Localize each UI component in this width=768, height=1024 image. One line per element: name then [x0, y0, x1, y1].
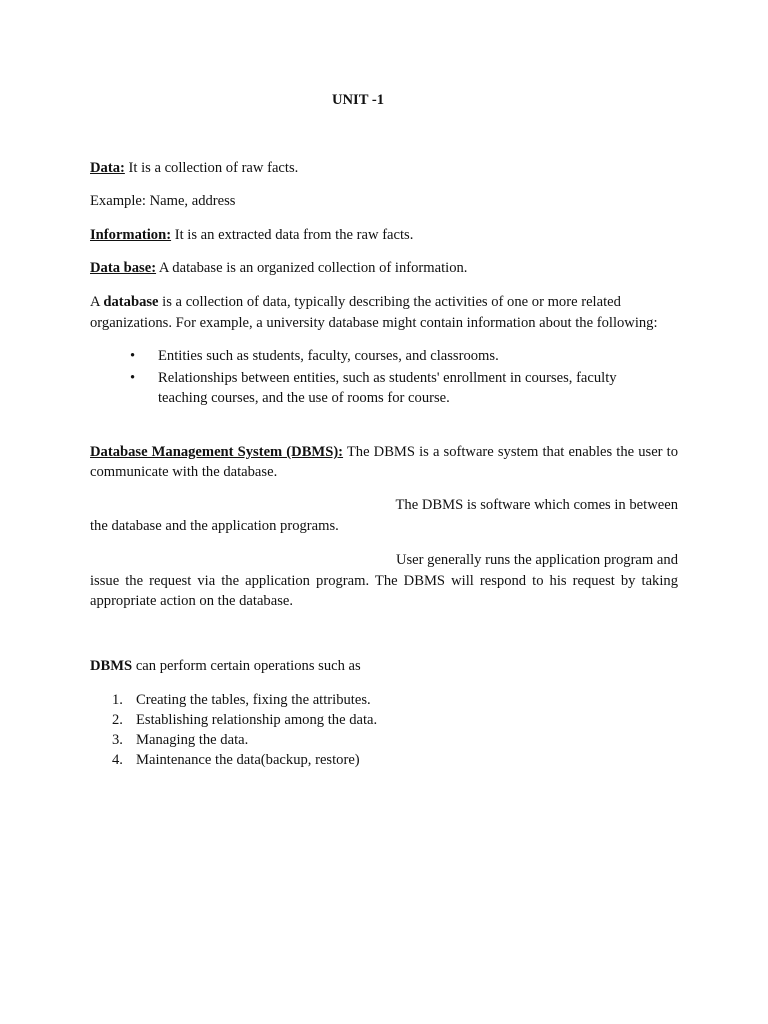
bullet-text: Relationships between entities, such as students' enrollment in courses, faculty teaching courses, and the use of rooms for course. — [158, 370, 617, 406]
list-number: 3. — [112, 732, 123, 748]
list-item-text: Establishing relationship among the data. — [136, 712, 378, 728]
list-number: 4. — [112, 752, 123, 768]
entity-bullet-list — [130, 346, 650, 410]
list-item-text: Maintenance the data(backup, restore) — [136, 752, 360, 768]
list-number: 2. — [112, 712, 123, 728]
operations-numbered-list — [112, 690, 632, 770]
database-definition — [90, 258, 678, 278]
list-item — [112, 730, 632, 750]
bullet-text: Entities such as students, faculty, courses, and classrooms. — [158, 348, 499, 364]
bullet-icon: • — [130, 370, 136, 386]
data-definition-text: It is a collection of raw facts. — [124, 160, 299, 176]
operations-intro-text: can perform certain operations such as — [132, 658, 361, 674]
list-item — [112, 690, 632, 710]
database-paragraph-lead: A — [90, 294, 104, 310]
database-paragraph-line-2: organizations. For example, a university database might contain information about the following: — [90, 315, 658, 331]
list-item — [112, 710, 632, 730]
dbms-paragraph-2-line-2: issue the request via the application program. The DBMS will respond to his request by taking appropriate action on the database. — [90, 573, 678, 609]
database-paragraph-text: is a collection of data, typically describing the activities of one or more related — [158, 294, 621, 310]
dbms-paragraph-1-line-1: The DBMS is software which comes in between — [395, 497, 678, 513]
list-item-text: Creating the tables, fixing the attributes. — [136, 692, 371, 708]
list-item — [130, 368, 650, 408]
dbms-paragraph-2-line-1: User generally runs the application program and — [395, 552, 678, 568]
data-example: Example: Name, address — [90, 193, 236, 209]
list-number: 1. — [112, 692, 123, 708]
dbms-paragraph-1-line-2: the database and the application programs. — [90, 518, 339, 534]
list-item — [130, 346, 650, 366]
data-term: Data: — [90, 160, 125, 176]
operations-intro — [90, 656, 678, 676]
dbms-term: Database Management System (DBMS): — [90, 444, 344, 460]
dbms-definition — [90, 442, 678, 482]
list-item — [112, 750, 632, 770]
page-title: UNIT -1 — [331, 92, 385, 108]
data-definition — [90, 158, 678, 178]
information-term: Information: — [90, 227, 172, 243]
database-bold-word: database — [103, 294, 159, 310]
operations-dbms-bold: DBMS — [90, 658, 133, 674]
bullet-icon: • — [130, 348, 136, 364]
dbms-definition-text: The DBMS is a software system that enables the user to communicate with the database. — [90, 444, 678, 480]
database-definition-text: A database is an organized collection of information. — [156, 260, 468, 276]
database-paragraph-line-1 — [90, 292, 678, 312]
list-item-text: Managing the data. — [136, 732, 249, 748]
information-definition-text: It is an extracted data from the raw facts. — [171, 227, 414, 243]
database-term: Data base: — [90, 260, 157, 276]
information-definition — [90, 225, 678, 245]
